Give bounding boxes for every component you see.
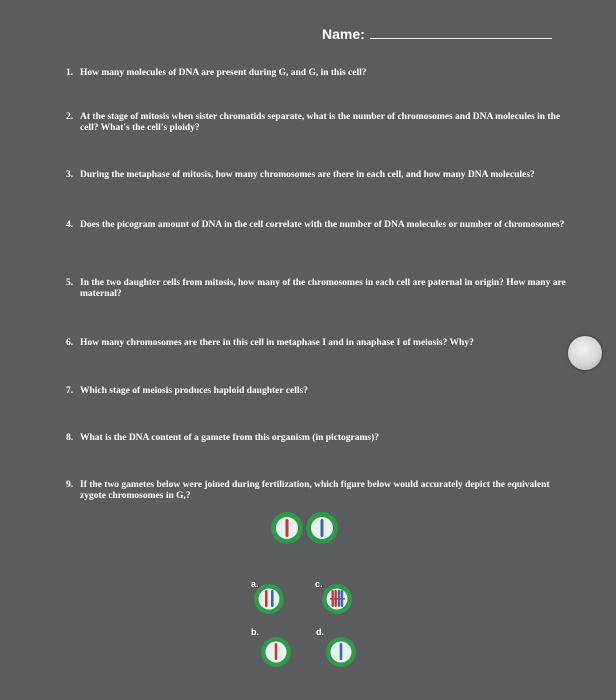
name-label: Name: [322, 26, 365, 42]
question-text: How many molecules of DNA are present during G, and G, in this cell? [80, 68, 367, 78]
chromosome-blue [340, 643, 343, 660]
chromosome-red [265, 590, 268, 607]
option-b-cell[interactable] [261, 637, 291, 667]
question-text: What is the DNA content of a gamete from this organism (in pictograms)? [80, 433, 380, 443]
gamete-right-cell [306, 512, 338, 544]
chromosome-blue [321, 519, 324, 537]
question-number: 1. [66, 68, 74, 78]
chromosome-red [275, 643, 278, 660]
question-number: 6. [66, 338, 74, 348]
option-c-cell[interactable] [322, 584, 352, 614]
question-number: 5. [66, 278, 74, 288]
question-number: 8. [66, 433, 74, 443]
question-text: In the two daughter cells from mitosis, how many of the chromosomes in each cell are paternal in origin? How many are maternal? [80, 278, 566, 299]
gamete-left-cell [271, 512, 303, 544]
question-text: If the two gametes below were joined during fertilization, which figure below would accurately depict the equivalent zygote chromosomes in G,? [80, 480, 550, 501]
option-a-label: a. [251, 579, 259, 589]
chromosome-blue [271, 590, 274, 607]
option-d-cell[interactable] [326, 637, 356, 667]
question-text: How many chromosomes are there in this cell in metaphase I and in anaphase I of meiosis? Why? [80, 338, 474, 348]
question-text: At the stage of mitosis when sister chromatids separate, what is the number of chromosomes and DNA molecules in the cell? What's the cell's ploidy? [80, 112, 561, 133]
centromere-band [330, 598, 345, 600]
question-text: Which stage of meiosis produces haploid daughter cells? [80, 386, 308, 396]
option-b-label: b. [251, 627, 259, 637]
question-text: Does the picogram amount of DNA in the cell correlate with the number of DNA molecules or number of chromosomes? [80, 220, 565, 230]
question-number: 9. [66, 480, 74, 490]
question-number: 4. [66, 220, 74, 230]
option-d-label: d. [316, 627, 324, 637]
question-number: 7. [66, 386, 74, 396]
question-number: 2. [66, 112, 74, 122]
question-number: 3. [66, 170, 74, 180]
option-c-label: c. [315, 579, 323, 589]
question-text: During the metaphase of mitosis, how many chromosomes are there in each cell, and how many DNA molecules? [80, 170, 535, 180]
chromosome-red [286, 519, 289, 537]
